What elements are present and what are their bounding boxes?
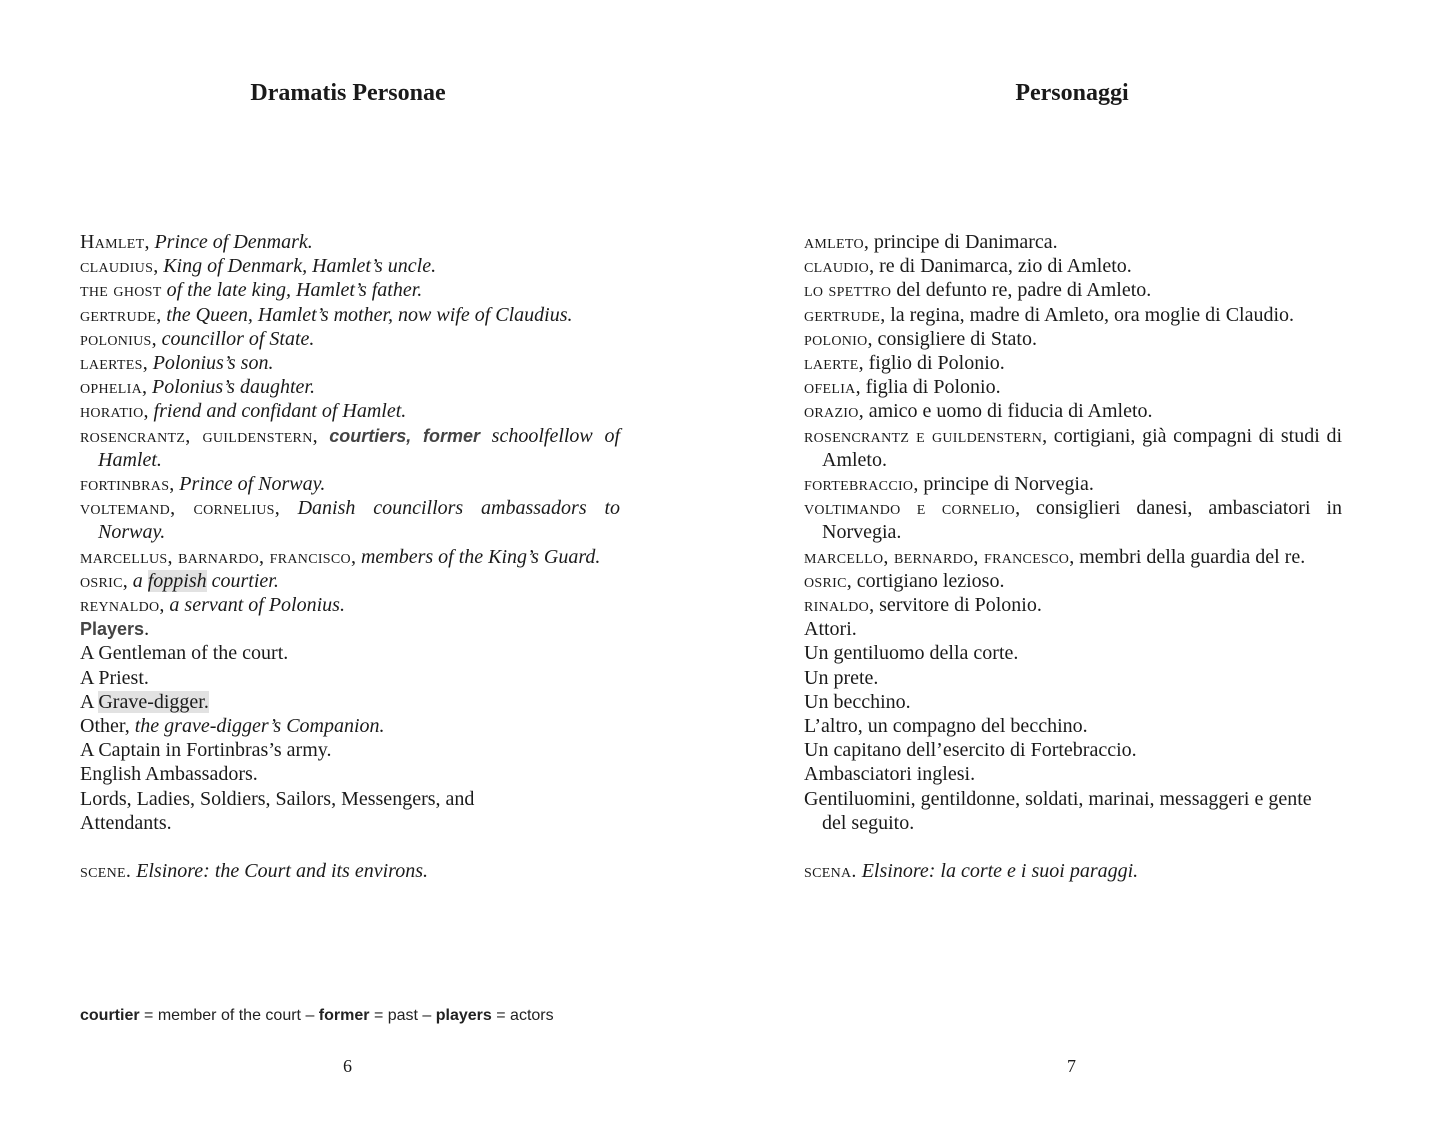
character-description: consiglieri danesi, ambasciatori in Norvegia. <box>822 497 1342 544</box>
character-name: polonio <box>804 327 868 350</box>
list-item: ofelia, figlia di Polonio. <box>804 376 1001 399</box>
page-title: Dramatis Personae <box>250 80 446 106</box>
character-name: rosencrantz e guildenstern <box>804 424 1043 447</box>
character-description: Prince of Norway. <box>179 473 326 496</box>
character-name: marcello, bernardo, francesco <box>804 545 1070 568</box>
character-name: claudius <box>80 255 154 278</box>
character-description: cortigiani, già compagni di studi di Amleto. <box>822 424 1342 471</box>
gloss-definition: = actors <box>496 1007 554 1024</box>
list-item: marcellus, barnardo, francisco, members of the King’s Guard. <box>80 545 601 568</box>
scene-line <box>80 859 620 883</box>
list-item: rinaldo, servitore di Polonio. <box>804 594 1042 617</box>
list-item: voltimando e cornelio, consiglieri danesi, ambasciatori in Norvegia. <box>804 497 1342 544</box>
list-item: laerte, figlio di Polonio. <box>804 352 1005 375</box>
right-page <box>720 0 1445 1134</box>
character-description: cortigiano lezioso. <box>856 569 1005 592</box>
character-description: re di Danimarca, zio di Amleto. <box>879 255 1132 278</box>
list-item: ophelia, Polonius’s daughter. <box>80 376 315 399</box>
list-item: A Gentleman of the court. <box>80 642 289 665</box>
scene-description: Elsinore: the Court and its environs. <box>136 860 428 883</box>
character-description: councillor of State. <box>161 327 315 350</box>
gloss-term: courtier <box>80 1007 140 1024</box>
list-item: fortinbras, Prince of Norway. <box>80 473 326 496</box>
list-item: fortebraccio, principe di Norvegia. <box>804 473 1094 496</box>
character-description: King of Denmark, Hamlet’s uncle. <box>163 255 437 278</box>
character-description: the Queen, Hamlet’s mother, now wife of Claudius. <box>166 303 573 326</box>
character-name: ofelia <box>804 376 856 399</box>
character-name: gertrude <box>80 303 157 326</box>
list-item: rosencrantz, guildenstern, courtiers, former schoolfellow of Hamlet. <box>80 424 620 471</box>
list-item: Attori. <box>804 618 857 641</box>
list-item: osric, a foppish courtier. <box>80 569 279 592</box>
list-item: rosencrantz e guildenstern, cortigiani, già compagni di studi di Amleto. <box>804 424 1342 471</box>
character-description: friend and confidant of Hamlet. <box>153 400 407 423</box>
list-item: Players. <box>80 618 150 641</box>
character-description: courtier. <box>211 569 279 592</box>
list-item: Hamlet, Prince of Denmark. <box>80 231 313 253</box>
list-item: laertes, Polonius’s son. <box>80 352 274 375</box>
list-item: Ambasciatori inglesi. <box>804 763 976 786</box>
list-item: Lords, Ladies, Soldiers, Sailors, Messengers, and Attendants. <box>80 787 475 834</box>
list-item: polonio, consigliere di Stato. <box>804 327 1037 350</box>
gloss-definition: = past – <box>373 1007 432 1024</box>
character-name: gertrude <box>804 303 881 326</box>
character-name: laertes <box>80 352 143 375</box>
players-label: Players <box>80 619 145 640</box>
list-item: claudius, King of Denmark, Hamlet’s uncle. <box>80 255 437 278</box>
character-name: osric <box>804 569 847 592</box>
character-description: membri della guardia del re. <box>1079 545 1306 568</box>
list-item: amleto, principe di Danimarca. <box>804 231 1058 253</box>
character-name: ophelia <box>80 376 142 399</box>
character-name: amleto <box>804 231 864 253</box>
gloss-definition: = member of the court – <box>144 1007 315 1024</box>
list-item: L’altro, un compagno del becchino. <box>804 715 1088 738</box>
character-name: rosencrantz, guildenstern <box>80 424 313 447</box>
list-item: English Ambassadors. <box>80 763 258 786</box>
page-number: 6 <box>343 1056 352 1076</box>
list-item: claudio, re di Danimarca, zio di Amleto. <box>804 255 1132 278</box>
character-description: figlio di Polonio. <box>868 352 1005 375</box>
list-item: Un gentiluomo della corte. <box>804 642 1019 665</box>
gloss-term: former <box>318 1007 370 1024</box>
character-description: Prince of Denmark. <box>154 231 313 253</box>
list-item: osric, cortigiano lezioso. <box>804 569 1005 592</box>
character-description: Polonius’s daughter. <box>151 376 315 399</box>
other-prefix: Other, <box>80 715 130 738</box>
character-name: the ghost <box>80 279 162 302</box>
list-item: A Priest. <box>80 666 149 689</box>
character-name: voltimando e cornelio <box>804 497 1016 520</box>
character-name: reynaldo <box>80 594 160 617</box>
list-item: voltemand, cornelius, Danish councillors ambassadors to Norway. <box>80 497 621 544</box>
character-name: Hamlet <box>80 231 145 253</box>
character-name: horatio <box>80 400 144 423</box>
list-item <box>80 690 620 714</box>
character-name: lo spettro <box>804 279 892 302</box>
list-item: Un capitano dell’esercito di Fortebraccio. <box>804 739 1137 762</box>
highlighted-word: foppish <box>147 569 207 592</box>
character-description: Danish councillors ambassadors to Norway. <box>98 497 621 544</box>
character-name: claudio <box>804 255 870 278</box>
character-description: Polonius’s son. <box>152 352 274 375</box>
list-item: polonius, councillor of State. <box>80 327 315 350</box>
gloss-term: players <box>435 1007 492 1024</box>
list-item: horatio, friend and confidant of Hamlet. <box>80 400 407 423</box>
list-item: reynaldo, a servant of Polonius. <box>80 594 345 617</box>
character-description: members of the King’s Guard. <box>360 545 601 568</box>
character-name: polonius <box>80 327 152 350</box>
cast-list <box>80 230 620 883</box>
character-name: orazio <box>804 400 859 423</box>
character-description: of the late king, Hamlet’s father. <box>166 279 423 302</box>
list-item: marcello, bernardo, francesco, membri della guardia del re. <box>804 545 1306 568</box>
character-name: osric <box>80 569 123 592</box>
character-description: a servant of Polonius. <box>169 594 345 617</box>
character-name: laerte <box>804 352 859 375</box>
character-description: figlia di Polonio. <box>865 376 1001 399</box>
grave-prefix: A <box>80 690 94 713</box>
list-item <box>80 278 620 302</box>
character-name: rinaldo <box>804 594 870 617</box>
list-item: Un prete. <box>804 666 879 689</box>
highlighted-word: Grave-digger. <box>98 690 209 713</box>
character-description: la regina, madre di Amleto, ora moglie di Claudio. <box>890 303 1295 326</box>
list-item: A Captain in Fortinbras’s army. <box>80 739 332 762</box>
character-name: fortebraccio <box>804 473 914 496</box>
list-item: orazio, amico e uomo di fiducia di Amleto. <box>804 400 1153 423</box>
character-description: del defunto re, padre di Amleto. <box>896 279 1152 302</box>
character-description: principe di Danimarca. <box>873 231 1058 253</box>
character-description: amico e uomo di fiducia di Amleto. <box>868 400 1153 423</box>
character-description: schoolfellow of Hamlet. <box>98 424 620 471</box>
character-description: principe di Norvegia. <box>923 473 1094 496</box>
list-item: Un becchino. <box>804 690 911 713</box>
scene-label: scene. <box>80 860 132 883</box>
character-description: servitore di Polonio. <box>879 594 1042 617</box>
glossed-word: courtiers, <box>329 425 412 446</box>
list-item <box>80 714 620 738</box>
list-item: Gentiluomini, gentildonne, soldati, marinai, messaggeri e gente del seguito. <box>804 787 1312 834</box>
character-description-prefix: a <box>132 569 143 592</box>
character-description: consigliere di Stato. <box>877 327 1037 350</box>
scene-label: scena. <box>804 860 857 883</box>
glossary-footnote <box>80 1007 554 1025</box>
list-item <box>804 278 1342 302</box>
list-item: gertrude, the Queen, Hamlet’s mother, now wife of Claudius. <box>80 303 573 326</box>
character-name: marcellus, barnardo, francisco <box>80 545 351 568</box>
left-page <box>0 0 700 1134</box>
page-number: 7 <box>1067 1056 1076 1076</box>
scene-description: Elsinore: la corte e i suoi paraggi. <box>861 860 1139 883</box>
character-description: the grave-digger’s Companion. <box>134 715 385 738</box>
glossed-word: former <box>422 425 480 446</box>
cast-list <box>804 230 1342 883</box>
list-item: gertrude, la regina, madre di Amleto, ora moglie di Claudio. <box>804 303 1295 326</box>
character-name: voltemand, cornelius <box>80 497 275 520</box>
scene-line <box>804 859 1342 883</box>
page-title: Personaggi <box>1015 80 1129 106</box>
character-name: fortinbras <box>80 473 170 496</box>
